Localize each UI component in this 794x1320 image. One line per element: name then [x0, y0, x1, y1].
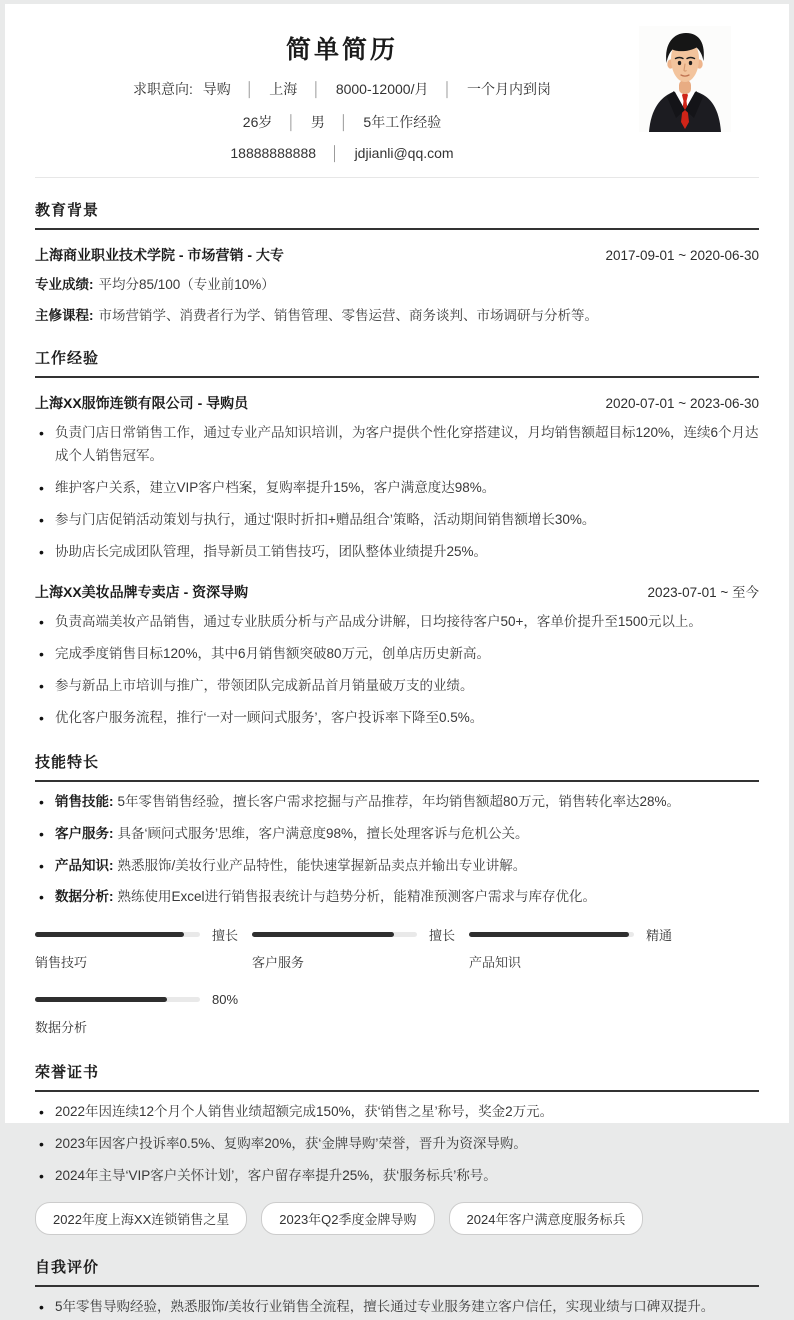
section-honors: [35, 1061, 759, 1235]
job-entry: [35, 393, 759, 564]
skill-text: 5年零售销售经验，擅长客户需求挖掘与产品推荐，年均销售额超80万元，销售转化率达28%。: [117, 793, 681, 809]
courses-text: 市场营销学、消费者行为学、销售管理、零售运营、商务谈判、市场调研与分析等。: [98, 307, 598, 323]
job-date-range: 2020-07-01 ~ 2023-06-30: [605, 396, 759, 412]
skills-bullet-list: [35, 791, 759, 910]
skill-level-label: 精通: [646, 927, 673, 943]
intent-label: 求职意向:: [132, 81, 193, 97]
job-entry-head: [35, 581, 759, 602]
skill-bar-row: [252, 927, 469, 941]
profile-photo-illustration: [639, 26, 731, 132]
job-entry-head: [35, 393, 759, 413]
skill-bar-item: [469, 927, 686, 971]
honors-heading: 荣誉证书: [35, 1061, 759, 1092]
section-experience: [35, 347, 759, 729]
grade-label: 专业成绩:: [35, 277, 94, 292]
separator: │: [330, 145, 340, 161]
job-bullet: • 协助店长完成团队管理，指导新员工销售技巧，团队整体业绩提升25%。: [35, 541, 759, 564]
skill-bar-track: [35, 997, 200, 1002]
skill-text: 熟悉服饰/美妆行业产品特性，能快速掌握新品卖点并输出专业讲解。: [117, 857, 527, 873]
skill-bar-track: [469, 932, 634, 937]
skill-text: 熟练使用Excel进行销售报表统计与趋势分析，能精准预测客户需求与库存优化。: [117, 889, 597, 905]
job-bullet: • 维护客户关系，建立VIP客户档案，复购率提升15%，客户满意度达98%。: [35, 477, 759, 500]
job-date-range: 2023-07-01 ~ 至今: [647, 584, 759, 600]
honor-bullet: • 2022年因连续12个月个人销售业绩超额完成150%，获‘销售之星’称号，奖金2万元。: [35, 1101, 759, 1124]
skill-bar-item: [35, 992, 252, 1036]
job-bullet: • 完成季度销售目标120%，其中6月销售额突破80万元，创单店历史新高。: [35, 643, 759, 666]
intent-salary: 8000-12000/月: [335, 81, 429, 97]
skill-bar-item: [35, 927, 252, 971]
age: 26岁: [242, 114, 273, 130]
skill-level-label: 擅长: [429, 927, 456, 943]
honor-bullet: • 2023年因客户投诉率0.5%、复购率20%，获‘金牌导购’荣誉，晋升为资深导购。: [35, 1133, 759, 1156]
education-date-range: 2017-09-01 ~ 2020-06-30: [605, 248, 759, 263]
phone-number: 18888888888: [230, 145, 317, 161]
grade-text: 平均分85/100（专业前10%）: [98, 277, 275, 292]
experience-years: 5年工作经验: [363, 114, 442, 130]
self-evaluation-heading: 自我评价: [35, 1256, 759, 1287]
job-bullet-list: [35, 611, 759, 730]
gender: 男: [310, 114, 325, 130]
skill-bar-row: [35, 992, 252, 1006]
self-evaluation-bullet: • 5年零售导购经验，熟悉服饰/美妆行业销售全流程，擅长通过专业服务建立客户信任，实现业绩与口碑双提升。: [35, 1296, 759, 1319]
skill-bar-fill: [469, 932, 629, 937]
courses-label: 主修课程:: [35, 307, 94, 323]
honor-badge: 2023年Q2季度金牌导购: [261, 1202, 434, 1235]
skill-bar-row: [469, 927, 686, 941]
intent-availability: 一个月内到岗: [467, 81, 551, 97]
self-evaluation-bullet-list: [35, 1296, 759, 1319]
honor-badge: 2024年客户满意度服务标兵: [449, 1202, 644, 1235]
job-intent-line: [35, 79, 649, 99]
skill-label: 销售技能:: [55, 793, 114, 809]
job-bullet: • 负责高端美妆产品销售，通过专业肤质分析与产品成分讲解，日均接待客户50+，客单价提升至1500元以上。: [35, 611, 759, 634]
education-entry-head: [35, 245, 759, 265]
separator: │: [245, 81, 255, 97]
skill-label: 客户服务:: [55, 825, 114, 841]
skill-bar-track: [252, 932, 417, 937]
skill-level-label: 80%: [212, 991, 239, 1007]
job-entry: [35, 581, 759, 730]
header-text-block: [35, 30, 649, 161]
skill-bullet: [35, 855, 759, 878]
skill-bar-name: 数据分析: [35, 1020, 88, 1036]
skill-bullet: [35, 823, 759, 846]
separator: │: [287, 114, 296, 130]
education-grade-row: [35, 274, 759, 296]
job-bullet: • 参与新品上市培训与推广，带领团队完成新品首月销量破万支的业绩。: [35, 675, 759, 698]
intent-position: 导购: [202, 81, 231, 97]
experience-heading: 工作经验: [35, 347, 759, 378]
job-bullet: • 负责门店日常销售工作，通过专业产品知识培训，为客户提供个性化穿搭建议，月均销售额超目标120%，连续6个月达成个人销售冠军。: [35, 422, 759, 468]
intent-city: 上海: [269, 81, 298, 97]
skill-label: 产品知识:: [55, 857, 114, 873]
company-name: 上海XX美妆品牌专卖店 - 资深导购: [35, 583, 249, 600]
skill-bar-track: [35, 932, 200, 937]
skill-level-label: 擅长: [212, 927, 239, 943]
skill-bar-name: 产品知识: [469, 955, 522, 971]
skill-bullet: [35, 791, 759, 814]
skill-bar-name: 客户服务: [252, 955, 305, 971]
job-bullet: • 优化客户服务流程，推行‘一对一顾问式服务’，客户投诉率下降至0.5%。: [35, 707, 759, 730]
skill-bar-fill: [35, 997, 167, 1002]
resume-page: [5, 4, 789, 1315]
skill-text: 具备‘顾问式服务’思维，客户满意度98%，擅长处理客诉与危机公关。: [117, 825, 529, 841]
separator: │: [339, 114, 349, 130]
skill-bar-name: 销售技巧: [35, 955, 88, 971]
separator: │: [312, 81, 321, 97]
skill-bullet: [35, 886, 759, 909]
skill-bar-row: [35, 927, 252, 941]
job-bullet: • 参与门店促销活动策划与执行，通过‘限时折扣+赠品组合’策略，活动期间销售额增长30%。: [35, 509, 759, 532]
skill-bars: [35, 927, 759, 1057]
section-skills: [35, 751, 759, 1058]
skill-bar-item: [252, 927, 469, 971]
skill-bar-fill: [252, 932, 394, 937]
education-courses-row: [35, 305, 759, 327]
personal-info-line: [35, 112, 649, 132]
school-name: 上海商业职业技术学院 - 市场营销 - 大专: [35, 247, 284, 263]
section-self-evaluation: [35, 1256, 759, 1319]
email-address: jdjianli@qq.com: [354, 145, 454, 161]
job-bullet-list: [35, 422, 759, 564]
education-heading: 教育背景: [35, 199, 759, 230]
honor-badge: 2022年度上海XX连锁销售之星: [35, 1202, 247, 1235]
separator: │: [443, 81, 453, 97]
honor-bullet: • 2024年主导‘VIP客户关怀计划’，客户留存率提升25%，获‘服务标兵’称号。: [35, 1165, 759, 1188]
section-education: [35, 199, 759, 326]
company-name: 上海XX服饰连锁有限公司 - 导购员: [35, 395, 249, 412]
profile-photo: [639, 26, 731, 132]
skills-heading: 技能特长: [35, 751, 759, 782]
skill-bar-fill: [35, 932, 184, 937]
honor-badges: [35, 1202, 759, 1235]
resume-header: [35, 4, 759, 178]
honors-bullet-list: [35, 1101, 759, 1188]
skill-label: 数据分析:: [55, 889, 114, 905]
contact-line: [35, 145, 649, 161]
page-title: 简单简历: [285, 36, 398, 64]
